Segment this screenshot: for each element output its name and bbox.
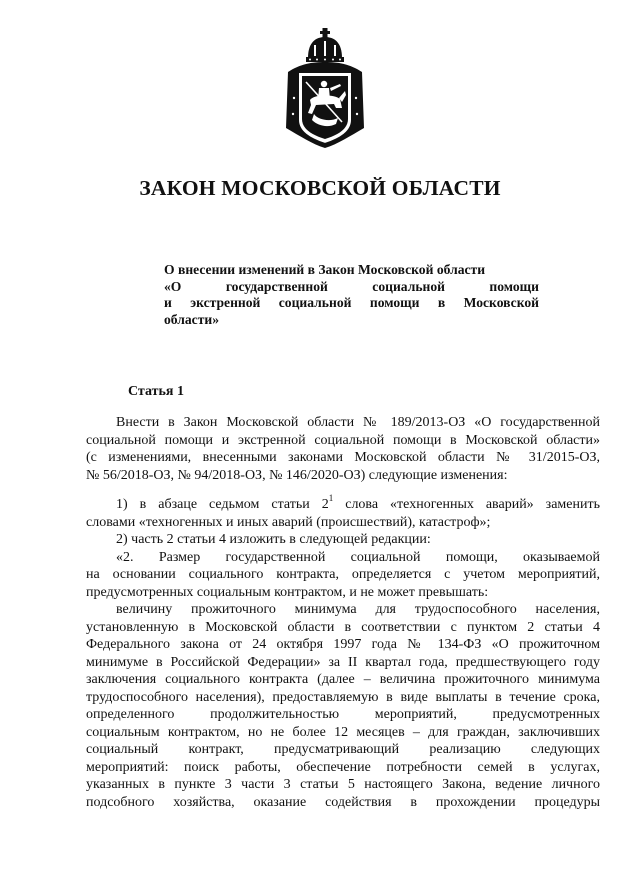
text-line: установленную в Московской области в соответствии с пунктом 2 статьи 4 <box>86 619 600 635</box>
law-title: ЗАКОН МОСКОВСКОЙ ОБЛАСТИ <box>139 176 501 200</box>
text-line: (с изменениями, внесенными законами Московской области № 31/2015-ОЗ, <box>86 450 600 465</box>
text-line: минимуме в Российской Федерации» за II квартал года, предшествующего году <box>86 654 600 670</box>
text-line: социальный контракт, предусматривающий реализацию следующих <box>86 742 600 757</box>
text-line: заключения социального контракта (далее – величина прожиточного минимума <box>86 672 600 687</box>
text-line: на основании социального контракта, определяется с учетом мероприятий, <box>86 567 600 582</box>
text-line: Федерального закона от 24 октября 1997 года № 134-ФЗ «О прожиточном <box>86 637 600 652</box>
text-line: № 56/2018-ОЗ, № 94/2018-ОЗ, № 146/2020-ОЗ) следующие изменения: <box>86 467 508 483</box>
list-item-2: 2) часть 2 статьи 4 изложить в следующей редакции: <box>116 532 431 547</box>
text-line: мероприятий: поиск работы, обеспечение потребности семей в услугах, <box>86 759 600 775</box>
text-line: социальной помощи и экстренной социальной помощи в Московской области» <box>86 432 600 448</box>
text-line: указанных в пункте 3 части 3 статьи 5 настоящего Закона, ведение личного <box>86 777 600 792</box>
text-line: словами «техногенных и иных аварий (происшествий), катастроф»; <box>86 514 491 530</box>
text-line: трудоспособного населения), предоставляемую в виде выплаты в течение срока, <box>86 689 600 705</box>
document-body <box>86 414 600 811</box>
article-heading: Статья 1 <box>128 384 184 399</box>
subtitle-line: области» <box>164 311 220 327</box>
text-line: определенного продолжительностью мероприятий, предусмотренных <box>86 707 600 722</box>
subtitle-line: «О государственной социальной помощи <box>164 278 539 294</box>
list-item-1: 1) в абзаце седьмом статьи $2^1$ слова «техногенных аварий» заменить <box>116 493 600 512</box>
text-line: подсобного хозяйства, оказание содействия в прохождении процедуры <box>86 794 600 810</box>
text-line: Внести в Закон Московской области № 189/2013-ОЗ «О государственной <box>116 415 600 430</box>
subtitle-line: О внесении изменений в Закон Московской области <box>164 262 486 277</box>
moscow-oblast-coat-of-arms-icon <box>284 28 366 150</box>
law-subtitle <box>164 262 539 328</box>
text-line: «2. Размер государственной социальной помощи, оказываемой <box>116 549 600 565</box>
subtitle-line: и экстренной социальной помощи в Московской <box>164 295 539 311</box>
text-line: социальным контрактом, но не более 12 месяцев – для граждан, заключивших <box>86 724 600 740</box>
text-line: величину прожиточного минимума для трудоспособного населения, <box>116 602 600 617</box>
text-line: предусмотренных социальным контрактом, и не может превышать: <box>86 584 489 600</box>
